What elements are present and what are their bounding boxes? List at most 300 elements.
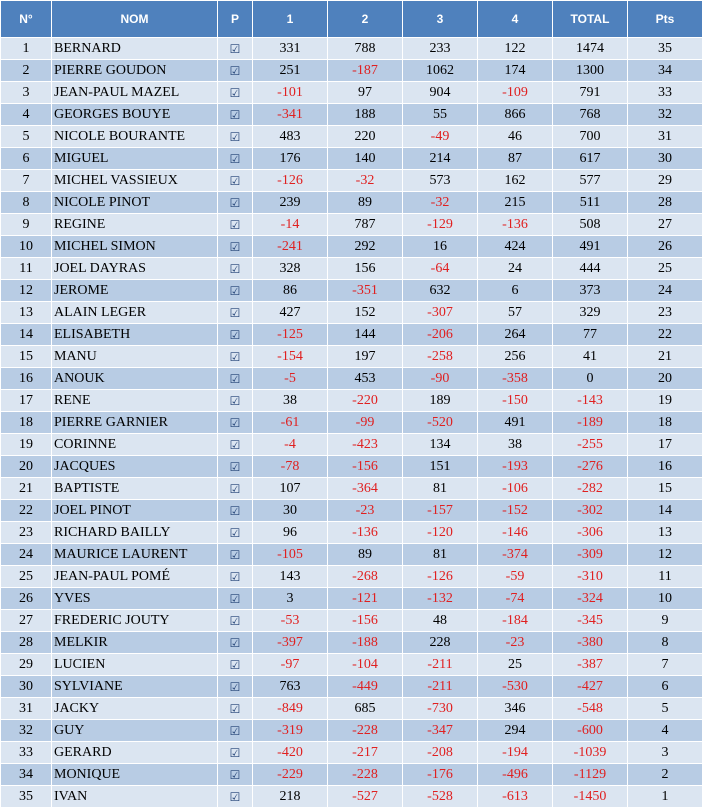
table-row: [1, 148, 702, 170]
rank-cell: 3: [1, 82, 52, 104]
table-row: [1, 544, 702, 566]
table-row: [1, 588, 702, 610]
points-cell: 20: [628, 368, 702, 390]
round-2-score: 188: [328, 104, 403, 126]
round-1-score: -849: [253, 698, 328, 720]
total-score: 491: [553, 236, 628, 258]
total-score: 508: [553, 214, 628, 236]
present-checkbox-cell: [218, 698, 253, 720]
rank-cell: 23: [1, 522, 52, 544]
round-4-score: -109: [478, 82, 553, 104]
round-4-score: 162: [478, 170, 553, 192]
round-3-score: 55: [403, 104, 478, 126]
points-cell: 22: [628, 324, 702, 346]
round-4-score: 294: [478, 720, 553, 742]
round-3-score: -528: [403, 786, 478, 808]
round-1-score: 3: [253, 588, 328, 610]
player-name-cell: NICOLE BOURANTE: [52, 126, 218, 148]
present-checkbox-cell: [218, 324, 253, 346]
round-3-score: 189: [403, 390, 478, 412]
present-checkbox-cell: [218, 368, 253, 390]
rank-cell: 27: [1, 610, 52, 632]
present-checkbox-cell: [218, 434, 253, 456]
round-3-score: -211: [403, 676, 478, 698]
col-header-number[interactable]: N°: [1, 1, 52, 38]
player-name-cell: GERARD: [52, 742, 218, 764]
checked-box-icon[interactable]: ☑: [229, 173, 241, 188]
table-row: [1, 676, 702, 698]
total-score: 1474: [553, 38, 628, 60]
checked-box-icon[interactable]: ☑: [229, 327, 241, 342]
points-cell: 17: [628, 434, 702, 456]
col-header-round-4[interactable]: 4: [478, 1, 553, 38]
points-cell: 13: [628, 522, 702, 544]
round-3-score: -64: [403, 258, 478, 280]
checked-box-icon[interactable]: ☑: [229, 767, 241, 782]
table-row: [1, 214, 702, 236]
checked-box-icon[interactable]: ☑: [229, 107, 241, 122]
table-row: [1, 346, 702, 368]
round-4-score: 866: [478, 104, 553, 126]
round-3-score: -129: [403, 214, 478, 236]
table-row: [1, 500, 702, 522]
total-score: 577: [553, 170, 628, 192]
present-checkbox-cell: [218, 346, 253, 368]
rank-cell: 33: [1, 742, 52, 764]
present-checkbox-cell: [218, 258, 253, 280]
player-name-cell: MONIQUE: [52, 764, 218, 786]
checked-box-icon[interactable]: ☑: [229, 591, 241, 606]
present-checkbox-cell: [218, 82, 253, 104]
col-header-total[interactable]: TOTAL: [553, 1, 628, 38]
points-cell: 10: [628, 588, 702, 610]
rank-cell: 7: [1, 170, 52, 192]
checked-box-icon[interactable]: ☑: [229, 613, 241, 628]
round-2-score: -268: [328, 566, 403, 588]
table-row: [1, 764, 702, 786]
round-3-score: -126: [403, 566, 478, 588]
rank-cell: 26: [1, 588, 52, 610]
round-3-score: -176: [403, 764, 478, 786]
round-3-score: 904: [403, 82, 478, 104]
present-checkbox-cell: [218, 302, 253, 324]
points-cell: 2: [628, 764, 702, 786]
round-1-score: -241: [253, 236, 328, 258]
round-2-score: -99: [328, 412, 403, 434]
round-3-score: 233: [403, 38, 478, 60]
round-4-score: 87: [478, 148, 553, 170]
player-name-cell: MAURICE LAURENT: [52, 544, 218, 566]
checked-box-icon[interactable]: ☑: [229, 569, 241, 584]
table-row: [1, 38, 702, 60]
checked-box-icon[interactable]: ☑: [229, 195, 241, 210]
round-4-score: -23: [478, 632, 553, 654]
points-cell: 26: [628, 236, 702, 258]
round-2-score: 97: [328, 82, 403, 104]
player-name-cell: JACKY: [52, 698, 218, 720]
player-name-cell: PIERRE GOUDON: [52, 60, 218, 82]
round-2-score: -156: [328, 456, 403, 478]
round-2-score: -156: [328, 610, 403, 632]
present-checkbox-cell: [218, 456, 253, 478]
rank-cell: 29: [1, 654, 52, 676]
total-score: -548: [553, 698, 628, 720]
round-3-score: -120: [403, 522, 478, 544]
round-4-score: 174: [478, 60, 553, 82]
round-2-score: 152: [328, 302, 403, 324]
checked-box-icon[interactable]: ☑: [229, 415, 241, 430]
rank-cell: 15: [1, 346, 52, 368]
col-header-round-2[interactable]: 2: [328, 1, 403, 38]
rank-cell: 11: [1, 258, 52, 280]
round-4-score: -194: [478, 742, 553, 764]
checked-box-icon[interactable]: ☑: [229, 503, 241, 518]
round-2-score: 156: [328, 258, 403, 280]
rank-cell: 30: [1, 676, 52, 698]
points-cell: 4: [628, 720, 702, 742]
round-2-score: -351: [328, 280, 403, 302]
present-checkbox-cell: [218, 390, 253, 412]
points-cell: 18: [628, 412, 702, 434]
checked-box-icon[interactable]: ☑: [229, 371, 241, 386]
round-1-score: 38: [253, 390, 328, 412]
round-3-score: 81: [403, 544, 478, 566]
player-name-cell: NICOLE PINOT: [52, 192, 218, 214]
points-cell: 19: [628, 390, 702, 412]
round-1-score: -341: [253, 104, 328, 126]
round-3-score: -520: [403, 412, 478, 434]
checked-box-icon[interactable]: ☑: [229, 261, 241, 276]
round-4-score: 491: [478, 412, 553, 434]
round-1-score: -78: [253, 456, 328, 478]
points-cell: 6: [628, 676, 702, 698]
round-1-score: -4: [253, 434, 328, 456]
round-3-score: 573: [403, 170, 478, 192]
table-row: [1, 126, 702, 148]
checked-box-icon[interactable]: ☑: [229, 437, 241, 452]
round-4-score: -150: [478, 390, 553, 412]
checked-box-icon[interactable]: ☑: [229, 85, 241, 100]
round-2-score: 89: [328, 544, 403, 566]
total-score: -427: [553, 676, 628, 698]
round-4-score: 346: [478, 698, 553, 720]
round-3-score: -347: [403, 720, 478, 742]
round-4-score: 6: [478, 280, 553, 302]
checked-box-icon[interactable]: ☑: [229, 789, 241, 804]
rank-cell: 17: [1, 390, 52, 412]
rank-cell: 35: [1, 786, 52, 808]
points-cell: 31: [628, 126, 702, 148]
points-cell: 8: [628, 632, 702, 654]
points-cell: 11: [628, 566, 702, 588]
player-name-cell: GUY: [52, 720, 218, 742]
points-cell: 3: [628, 742, 702, 764]
player-name-cell: JEAN-PAUL POMÉ: [52, 566, 218, 588]
rank-cell: 1: [1, 38, 52, 60]
total-score: 329: [553, 302, 628, 324]
round-1-score: 251: [253, 60, 328, 82]
rank-cell: 22: [1, 500, 52, 522]
round-2-score: 685: [328, 698, 403, 720]
points-cell: 28: [628, 192, 702, 214]
round-1-score: -397: [253, 632, 328, 654]
rank-cell: 4: [1, 104, 52, 126]
total-score: 77: [553, 324, 628, 346]
checked-box-icon[interactable]: ☑: [229, 525, 241, 540]
rank-cell: 14: [1, 324, 52, 346]
round-2-score: -449: [328, 676, 403, 698]
total-score: -1450: [553, 786, 628, 808]
points-cell: 7: [628, 654, 702, 676]
total-score: 1300: [553, 60, 628, 82]
table-body: [1, 38, 702, 808]
present-checkbox-cell: [218, 588, 253, 610]
rank-cell: 28: [1, 632, 52, 654]
round-1-score: 30: [253, 500, 328, 522]
total-score: 444: [553, 258, 628, 280]
round-1-score: 107: [253, 478, 328, 500]
checked-box-icon[interactable]: ☑: [229, 393, 241, 408]
round-3-score: 632: [403, 280, 478, 302]
player-name-cell: MIGUEL: [52, 148, 218, 170]
round-4-score: -374: [478, 544, 553, 566]
checked-box-icon[interactable]: ☑: [229, 41, 241, 56]
round-2-score: -228: [328, 764, 403, 786]
player-name-cell: SYLVIANE: [52, 676, 218, 698]
round-3-score: 151: [403, 456, 478, 478]
checked-box-icon[interactable]: ☑: [229, 459, 241, 474]
total-score: -310: [553, 566, 628, 588]
round-2-score: -228: [328, 720, 403, 742]
round-3-score: -307: [403, 302, 478, 324]
round-2-score: -527: [328, 786, 403, 808]
round-1-score: -61: [253, 412, 328, 434]
player-name-cell: IVAN: [52, 786, 218, 808]
round-3-score: 48: [403, 610, 478, 632]
round-3-score: 228: [403, 632, 478, 654]
round-3-score: -258: [403, 346, 478, 368]
total-score: -189: [553, 412, 628, 434]
present-checkbox-cell: [218, 632, 253, 654]
points-cell: 5: [628, 698, 702, 720]
player-name-cell: JEROME: [52, 280, 218, 302]
checked-box-icon[interactable]: ☑: [229, 745, 241, 760]
present-checkbox-cell: [218, 720, 253, 742]
total-score: -324: [553, 588, 628, 610]
round-2-score: 787: [328, 214, 403, 236]
col-header-round-1[interactable]: 1: [253, 1, 328, 38]
round-1-score: 86: [253, 280, 328, 302]
round-4-score: -106: [478, 478, 553, 500]
checked-box-icon[interactable]: ☑: [229, 63, 241, 78]
present-checkbox-cell: [218, 676, 253, 698]
round-1-score: 483: [253, 126, 328, 148]
round-3-score: -157: [403, 500, 478, 522]
round-2-score: 197: [328, 346, 403, 368]
col-header-points[interactable]: Pts: [628, 1, 702, 38]
checked-box-icon[interactable]: ☑: [229, 635, 241, 650]
rank-cell: 9: [1, 214, 52, 236]
checked-box-icon[interactable]: ☑: [229, 151, 241, 166]
round-4-score: -496: [478, 764, 553, 786]
round-1-score: 143: [253, 566, 328, 588]
total-score: -309: [553, 544, 628, 566]
checked-box-icon[interactable]: ☑: [229, 547, 241, 562]
table-row: [1, 654, 702, 676]
points-cell: 29: [628, 170, 702, 192]
present-checkbox-cell: [218, 412, 253, 434]
checked-box-icon[interactable]: ☑: [229, 679, 241, 694]
round-4-score: 122: [478, 38, 553, 60]
present-checkbox-cell: [218, 786, 253, 808]
total-score: 0: [553, 368, 628, 390]
total-score: -1039: [553, 742, 628, 764]
round-3-score: 134: [403, 434, 478, 456]
table-row: [1, 258, 702, 280]
checked-box-icon[interactable]: ☑: [229, 305, 241, 320]
checked-box-icon[interactable]: ☑: [229, 283, 241, 298]
round-1-score: -229: [253, 764, 328, 786]
points-cell: 30: [628, 148, 702, 170]
points-cell: 16: [628, 456, 702, 478]
round-4-score: -193: [478, 456, 553, 478]
player-name-cell: JACQUES: [52, 456, 218, 478]
present-checkbox-cell: [218, 522, 253, 544]
round-1-score: -101: [253, 82, 328, 104]
checked-box-icon[interactable]: ☑: [229, 349, 241, 364]
checked-box-icon[interactable]: ☑: [229, 723, 241, 738]
rank-cell: 34: [1, 764, 52, 786]
table-row: [1, 236, 702, 258]
col-header-name[interactable]: NOM: [52, 1, 218, 38]
round-1-score: 218: [253, 786, 328, 808]
rank-cell: 18: [1, 412, 52, 434]
round-1-score: -126: [253, 170, 328, 192]
player-name-cell: REGINE: [52, 214, 218, 236]
table-row: [1, 456, 702, 478]
checked-box-icon[interactable]: ☑: [229, 239, 241, 254]
round-4-score: 38: [478, 434, 553, 456]
table-row: [1, 478, 702, 500]
round-1-score: 427: [253, 302, 328, 324]
present-checkbox-cell: [218, 544, 253, 566]
present-checkbox-cell: [218, 170, 253, 192]
round-3-score: 214: [403, 148, 478, 170]
round-3-score: -206: [403, 324, 478, 346]
table-row: [1, 720, 702, 742]
present-checkbox-cell: [218, 610, 253, 632]
checked-box-icon[interactable]: ☑: [229, 657, 241, 672]
total-score: 373: [553, 280, 628, 302]
checked-box-icon[interactable]: ☑: [229, 217, 241, 232]
table-row: [1, 302, 702, 324]
player-name-cell: MANU: [52, 346, 218, 368]
round-3-score: -132: [403, 588, 478, 610]
player-name-cell: ALAIN LEGER: [52, 302, 218, 324]
present-checkbox-cell: [218, 148, 253, 170]
rank-cell: 6: [1, 148, 52, 170]
total-score: -380: [553, 632, 628, 654]
player-name-cell: JOEL DAYRAS: [52, 258, 218, 280]
points-cell: 9: [628, 610, 702, 632]
round-4-score: 46: [478, 126, 553, 148]
round-3-score: -211: [403, 654, 478, 676]
rank-cell: 2: [1, 60, 52, 82]
total-score: -306: [553, 522, 628, 544]
round-4-score: -152: [478, 500, 553, 522]
points-cell: 23: [628, 302, 702, 324]
player-name-cell: FREDERIC JOUTY: [52, 610, 218, 632]
total-score: 791: [553, 82, 628, 104]
col-header-round-3[interactable]: 3: [403, 1, 478, 38]
table-row: [1, 192, 702, 214]
player-name-cell: RENE: [52, 390, 218, 412]
table-row: [1, 412, 702, 434]
round-2-score: 220: [328, 126, 403, 148]
table-row: [1, 82, 702, 104]
rank-cell: 25: [1, 566, 52, 588]
rank-cell: 12: [1, 280, 52, 302]
table-row: [1, 522, 702, 544]
round-1-score: -105: [253, 544, 328, 566]
player-name-cell: GEORGES BOUYE: [52, 104, 218, 126]
player-name-cell: BAPTISTE: [52, 478, 218, 500]
round-1-score: 239: [253, 192, 328, 214]
present-checkbox-cell: [218, 38, 253, 60]
total-score: -255: [553, 434, 628, 456]
round-4-score: 424: [478, 236, 553, 258]
player-name-cell: YVES: [52, 588, 218, 610]
points-cell: 24: [628, 280, 702, 302]
table-row: [1, 170, 702, 192]
rank-cell: 8: [1, 192, 52, 214]
round-1-score: -53: [253, 610, 328, 632]
points-cell: 12: [628, 544, 702, 566]
round-3-score: 81: [403, 478, 478, 500]
round-4-score: 25: [478, 654, 553, 676]
player-name-cell: JEAN-PAUL MAZEL: [52, 82, 218, 104]
total-score: 617: [553, 148, 628, 170]
present-checkbox-cell: [218, 280, 253, 302]
present-checkbox-cell: [218, 104, 253, 126]
points-cell: 33: [628, 82, 702, 104]
round-3-score: -90: [403, 368, 478, 390]
round-2-score: 144: [328, 324, 403, 346]
round-4-score: 24: [478, 258, 553, 280]
table-row: [1, 280, 702, 302]
points-cell: 34: [628, 60, 702, 82]
round-3-score: -730: [403, 698, 478, 720]
round-1-score: 176: [253, 148, 328, 170]
player-name-cell: PIERRE GARNIER: [52, 412, 218, 434]
table-row: [1, 632, 702, 654]
table-row: [1, 566, 702, 588]
col-header-present[interactable]: P: [218, 1, 253, 38]
player-name-cell: ANOUK: [52, 368, 218, 390]
present-checkbox-cell: [218, 742, 253, 764]
rank-cell: 10: [1, 236, 52, 258]
checked-box-icon[interactable]: ☑: [229, 701, 241, 716]
round-2-score: 453: [328, 368, 403, 390]
total-score: 511: [553, 192, 628, 214]
rank-cell: 13: [1, 302, 52, 324]
checked-box-icon[interactable]: ☑: [229, 129, 241, 144]
round-2-score: -23: [328, 500, 403, 522]
round-1-score: -125: [253, 324, 328, 346]
round-3-score: -49: [403, 126, 478, 148]
checked-box-icon[interactable]: ☑: [229, 481, 241, 496]
round-1-score: -14: [253, 214, 328, 236]
